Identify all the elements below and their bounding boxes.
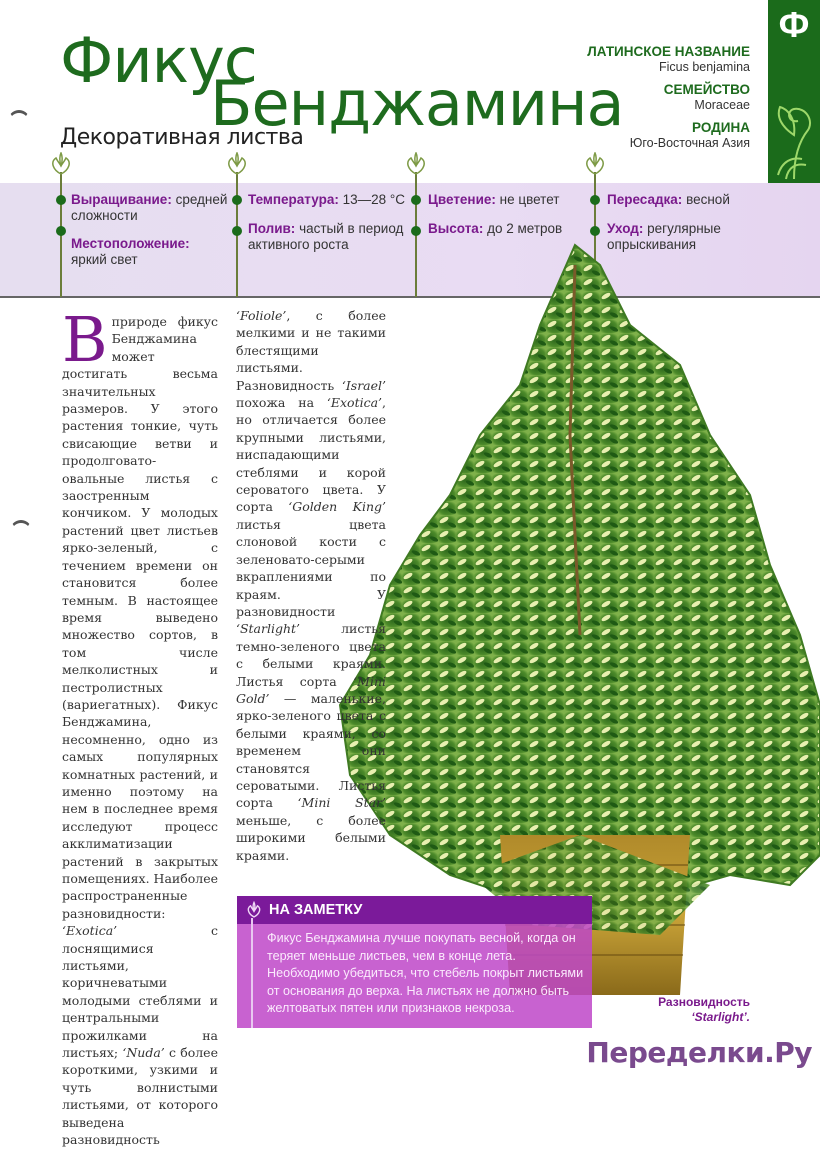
sprout-icon — [48, 152, 74, 176]
variety-name: ‘Mini Star’ — [297, 795, 386, 811]
drop-cap: В — [62, 303, 108, 376]
note-divider-line — [251, 918, 253, 1028]
care-repotting — [607, 192, 767, 208]
care-growing-value: средней сложности — [71, 192, 228, 223]
care-location-value: яркий свет — [71, 252, 138, 267]
care-maintenance-value: регулярные опрыскивания — [607, 221, 721, 252]
sprout-icon — [245, 901, 263, 919]
sprout-icon — [224, 152, 250, 176]
article-text: природе фикус Бенджамина может достигать весьма значительных размеров. У этого растения тонкие, чуть свисающие ветви и продолговато-овальные листья с заостренным кончиком. У молодых растений цвет листьев ярко-зеленый, с течением времени он становится более темным. В настоящее время выведено множество сортов, в том числе мелколистных и пестролистных (вариегатных). Фикус Бенджамина, несомненно, одно из самых популярных комнатных растений, и именно поэтому на нем в последнее время исследуют процесс акклиматизации растений в закрытых помещениях. Наиболее распространенные разновидности: — [62, 314, 219, 921]
variety-name: ‘Israel’ — [341, 377, 386, 393]
note-box — [237, 896, 592, 1028]
article-text: меньше, с более широкими белыми краями. — [236, 812, 386, 863]
care-watering-value: частый в период активного роста — [248, 221, 404, 252]
care-growing — [71, 192, 233, 224]
fact-label-origin: РОДИНА — [692, 120, 750, 135]
variety-name: ‘Exotica’ — [326, 395, 383, 411]
variety-name: ‘Foliole’ — [236, 308, 287, 323]
care-temperature — [248, 192, 413, 208]
care-flowering — [428, 192, 593, 208]
care-repotting-value: весной — [686, 192, 730, 207]
seedling-icon — [772, 95, 816, 180]
letter-tab — [768, 0, 820, 183]
care-watering-label: Полив: — [248, 221, 296, 236]
fact-label-latin: ЛАТИНСКОЕ НАЗВАНИЕ — [587, 44, 750, 59]
variety-name: ‘Exotica’ — [62, 923, 118, 939]
sprout-icon — [403, 152, 429, 176]
fact-value-family: Moraceae — [694, 98, 750, 112]
photo-caption — [658, 995, 750, 1025]
page-subtitle: Декоративная листва — [60, 125, 304, 150]
care-flowering-value: не цветет — [499, 192, 560, 207]
article-text: — маленькие, ярко-зеленого цвета с белыми краями, со временем они становятся сероватыми. Листья сорта — [236, 690, 386, 811]
watermark: Переделки.Ру — [586, 1036, 812, 1069]
care-repotting-label: Пересадка: — [607, 192, 683, 207]
article-column-2 — [236, 307, 386, 864]
article-text: листья темно-зеленого цвета с белыми краями. Листья сорта — [236, 621, 386, 689]
care-flowering-label: Цветение: — [428, 192, 496, 207]
variety-name: ‘Mini Gold’ — [236, 673, 386, 706]
caption-variety: ‘Starlight’. — [691, 1010, 750, 1024]
article-text: с более короткими, узкими и чуть волнистыми листьями, от которого выведена разновидность — [62, 1045, 218, 1148]
variety-name: ‘Nuda’ — [122, 1045, 165, 1061]
ficus-plant-photo — [330, 235, 820, 1005]
variety-name: ‘Golden King’ — [288, 499, 386, 515]
article-text: листья цвета слоновой кости с зеленовато-серыми вкраплениями по краям. У разновидности — [236, 516, 386, 619]
care-location — [71, 236, 233, 268]
bullet-dot — [232, 195, 242, 205]
caption-line1: Разновидность — [658, 995, 750, 1009]
plant-facts — [587, 44, 750, 150]
care-temperature-value: 13—28 °С — [342, 192, 406, 207]
bullet-dot — [56, 226, 66, 236]
care-maintenance-label: Уход: — [607, 221, 644, 236]
article-column-1 — [62, 303, 219, 1149]
note-text: Фикус Бенджамина лучше покупать весной, когда он теряет меньше листьев, чем в конце лета. Необходимо убедиться, что стебель покрыт листьями от основания до верха. На листьях не должно быть желтоватых пятен или признаков некроза. — [267, 931, 584, 1015]
article-text: с лоснящимися листьями, коричневатыми молодыми стеблями и центральными прожилками на листьях; — [62, 923, 218, 1061]
fact-value-origin: Юго-Восточная Азия — [629, 136, 750, 150]
bullet-dot — [56, 195, 66, 205]
article-text: , с более мелкими и не такими блестящими листьями. Разновидность — [236, 308, 386, 393]
variety-name: ‘Starlight’ — [236, 621, 301, 637]
fact-value-latin: Ficus benjamina — [658, 60, 750, 74]
page-title-line1: Фикус — [60, 24, 257, 97]
binder-hole-bottom — [10, 520, 32, 542]
note-title: НА ЗАМЕТКУ — [269, 902, 363, 918]
care-growing-label: Выращивание: — [71, 192, 172, 207]
binder-hole-top — [8, 110, 30, 132]
care-location-label: Местоположение: — [71, 236, 190, 251]
note-header — [237, 896, 592, 924]
caption-line2 — [658, 1010, 750, 1025]
sprout-icon — [582, 152, 608, 176]
article-text: похожа на — [236, 395, 315, 411]
bullet-dot — [232, 226, 242, 236]
fact-label-family: СЕМЕЙСТВО — [663, 82, 750, 97]
article-text: , но отличается более крупными листьями, ниспадающими стеблями и корой сероватого цвета. У сорта — [236, 395, 386, 515]
care-temperature-label: Температура: — [248, 192, 339, 207]
letter-tab-glyph: Ф — [778, 4, 810, 45]
care-height-label: Высота: — [428, 221, 484, 236]
page-title-line2: Бенджамина — [210, 67, 624, 140]
care-height-value: до 2 метров — [487, 221, 563, 236]
